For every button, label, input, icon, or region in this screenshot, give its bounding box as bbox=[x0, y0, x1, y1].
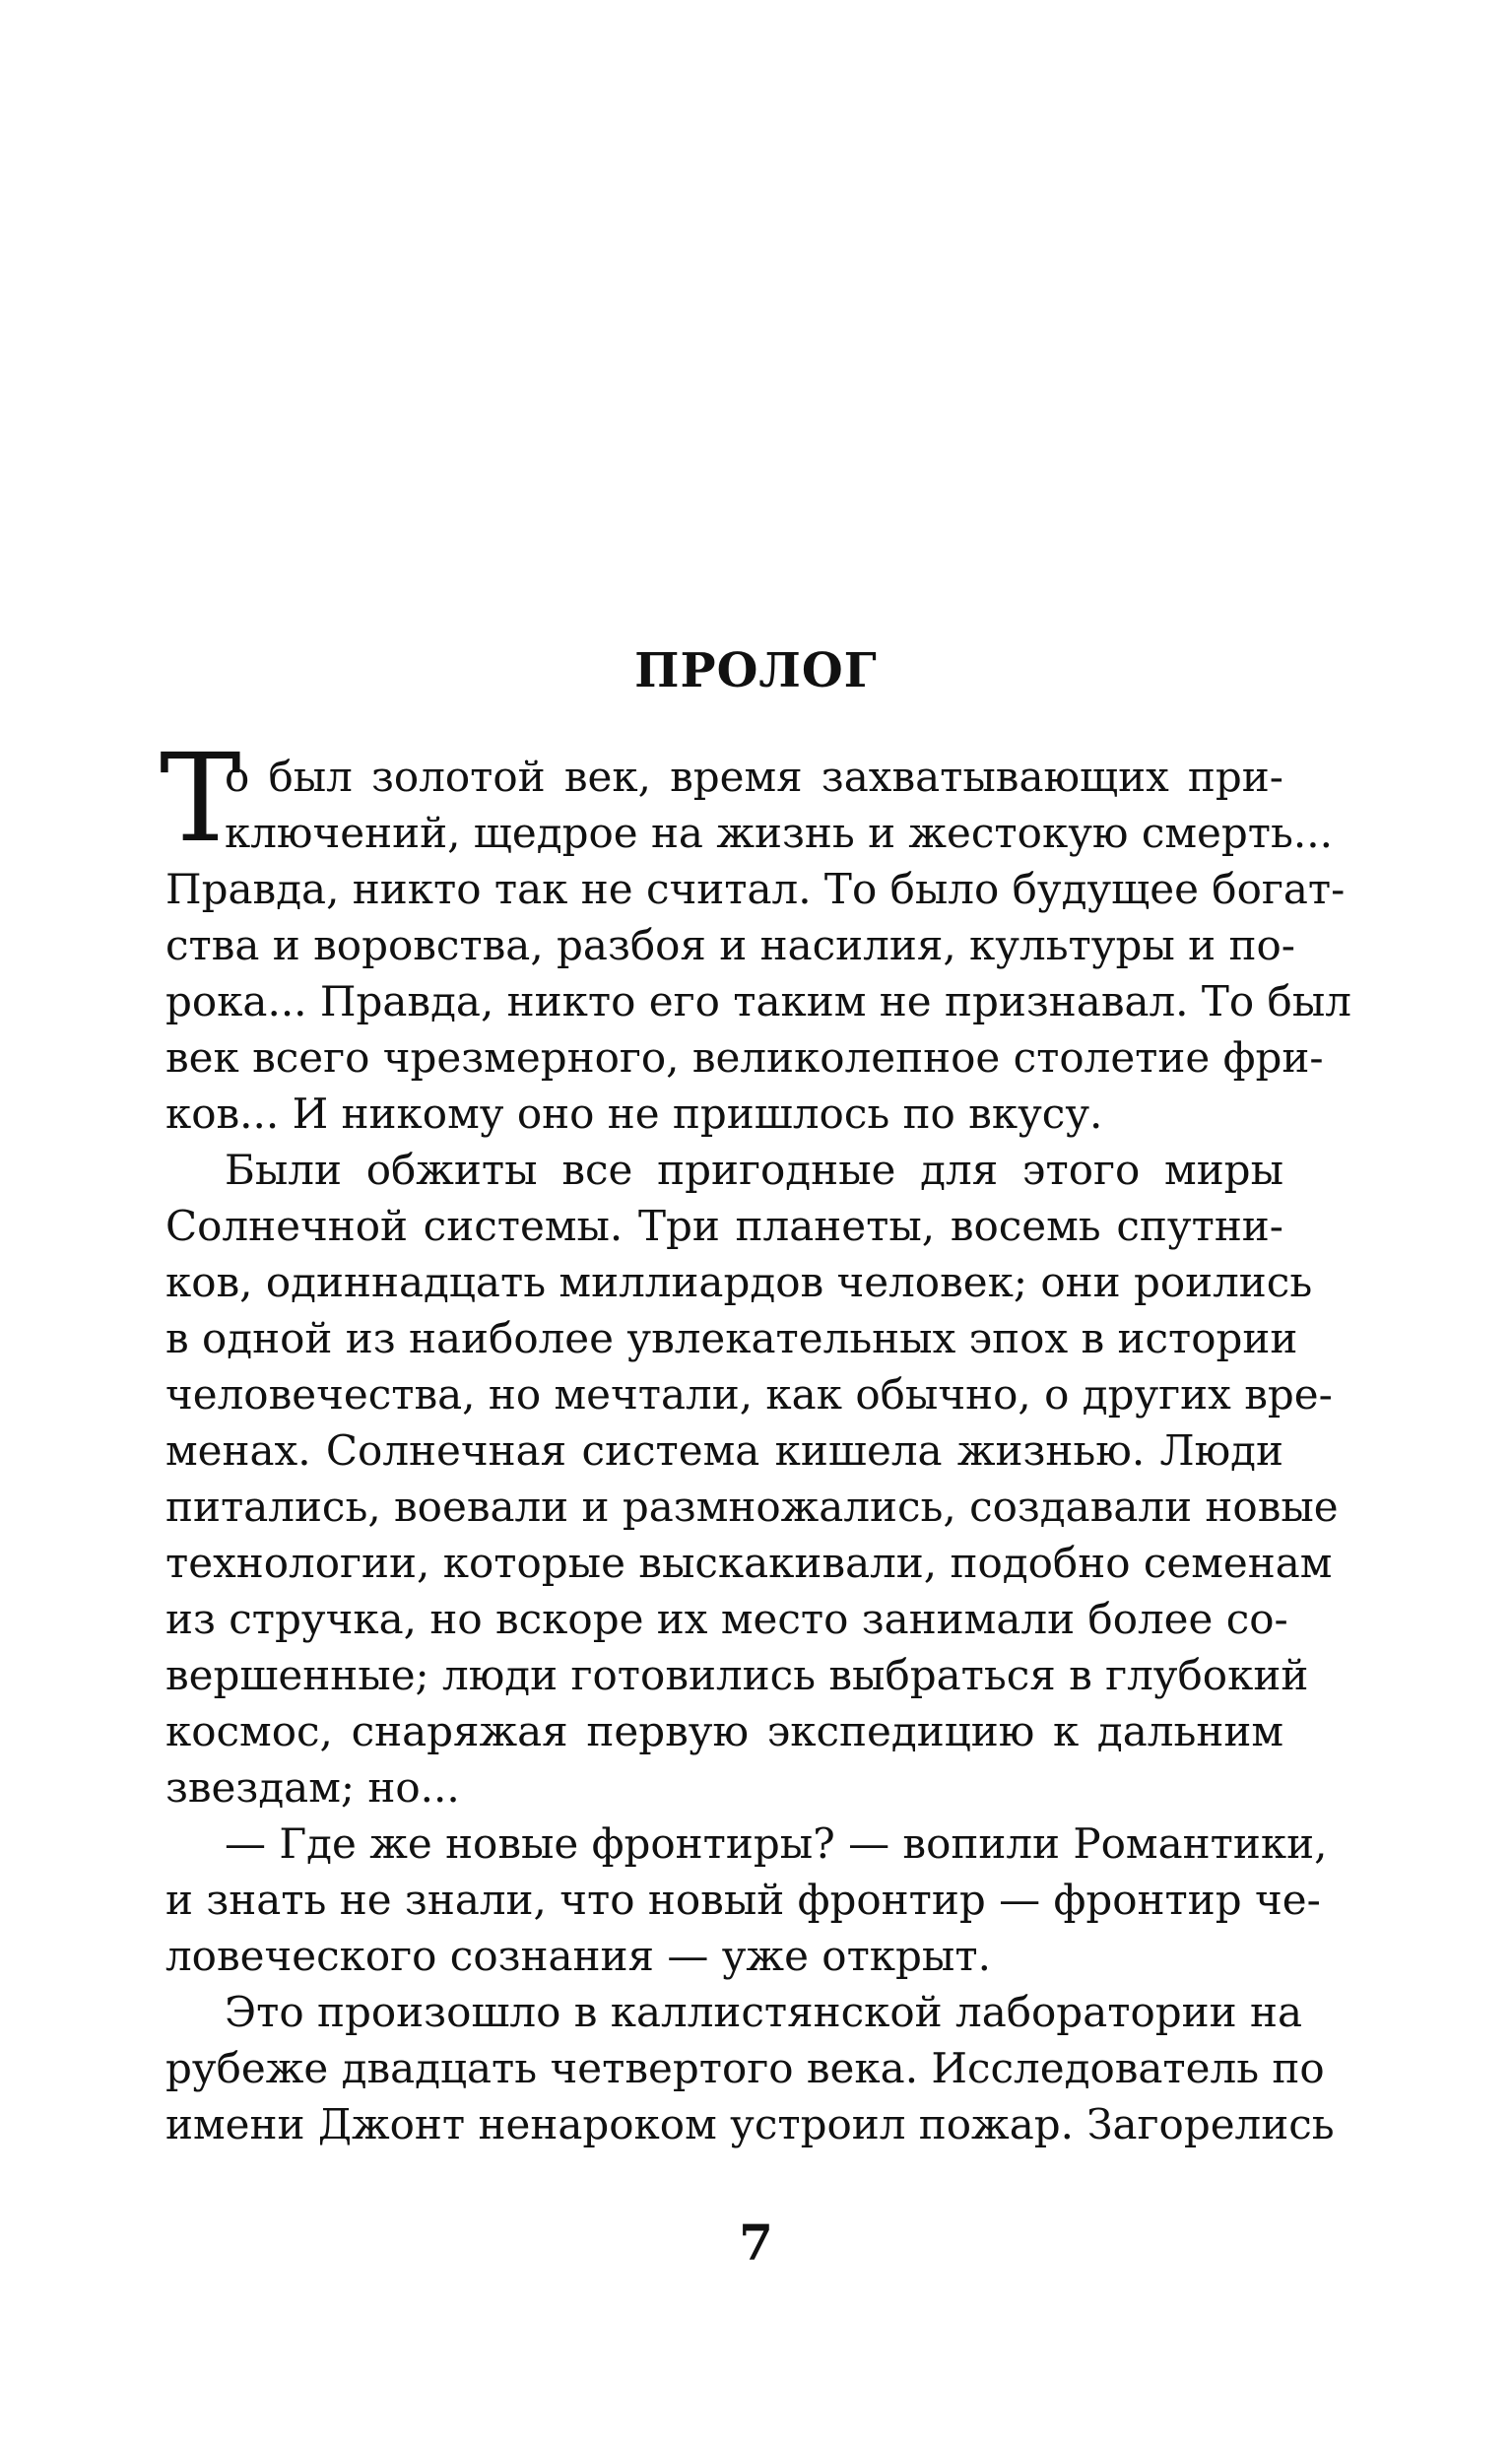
text-line: Это произошло в каллистянской лаборатории на bbox=[225, 1988, 1303, 2036]
text-line: космос, снаряжая первую экспедицию к дальним bbox=[165, 1707, 1283, 1755]
text-line: рока... Правда, никто его таким не признавал. То был bbox=[165, 977, 1351, 1025]
text-line: человечества, но мечтали, как обычно, о других вре- bbox=[165, 1370, 1333, 1419]
text-line: технологии, которые выскакивали, подобно семенам bbox=[165, 1539, 1333, 1587]
text-line: и знать не знали, что новый фронтир — фронтир че- bbox=[165, 1876, 1321, 1924]
text-line: питались, воевали и размножались, создавали новые bbox=[165, 1483, 1339, 1531]
text-line: Были обжиты все пригодные для этого миры bbox=[225, 1146, 1283, 1194]
text-line: ловеческого сознания — уже открыт. bbox=[165, 1932, 991, 1980]
text-line: из стручка, но вскоре их место занимали более со- bbox=[165, 1595, 1288, 1643]
text-line: имени Джонт ненароком устроил пожар. Загорелись bbox=[165, 2100, 1335, 2148]
text-line: рубеже двадцать четвертого века. Исследователь по bbox=[165, 2044, 1325, 2092]
text-line: Солнечной системы. Три планеты, восемь спутни- bbox=[165, 1202, 1283, 1250]
page-number: 7 bbox=[739, 2213, 773, 2272]
text-line: Правда, никто так не считал. То было будущее богат- bbox=[165, 865, 1346, 913]
page-title: ПРОЛОГ bbox=[634, 643, 878, 698]
text-line: ключений, щедрое на жизнь и жестокую смерть... bbox=[225, 809, 1333, 857]
drop-cap: Т bbox=[160, 728, 241, 870]
text-line: в одной из наиболее увлекательных эпох в истории bbox=[165, 1314, 1298, 1362]
text-line: о был золотой век, время захватывающих при- bbox=[225, 753, 1283, 801]
text-line: ков... И никому оно не пришлось по вкусу. bbox=[165, 1089, 1103, 1138]
text-line: — Где же новые фронтиры? — вопили Романтики, bbox=[225, 1819, 1328, 1868]
text-line: ства и воровства, разбоя и насилия, культуры и по- bbox=[165, 921, 1295, 969]
text-line: звездам; но... bbox=[165, 1763, 460, 1812]
text-line: вершенные; люди готовились выбраться в глубокий bbox=[165, 1651, 1309, 1699]
text-line: век всего чрезмерного, великолепное столетие фри- bbox=[165, 1033, 1324, 1082]
text-line: ков, одиннадцать миллиардов человек; они роились bbox=[165, 1258, 1313, 1306]
text-line: менах. Солнечная система кишела жизнью. Люди bbox=[165, 1426, 1283, 1475]
